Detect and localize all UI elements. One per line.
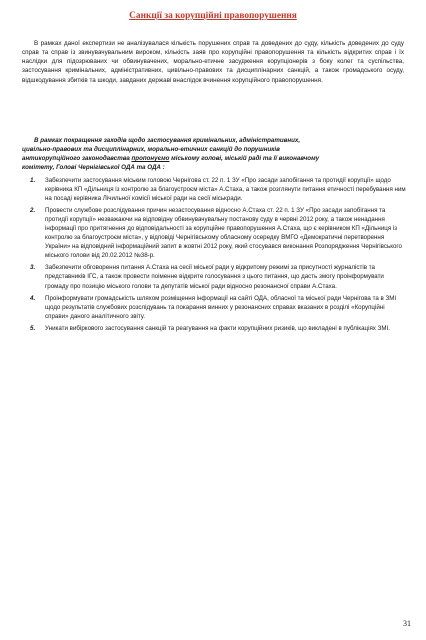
intro-paragraph bbox=[22, 39, 404, 85]
lead-propose: пропонуємо bbox=[131, 155, 170, 163]
list-item bbox=[22, 206, 406, 260]
recommendations-list bbox=[22, 176, 406, 336]
lead-line-3c: міському голові, міській раді та її виконавчому bbox=[169, 155, 320, 163]
list-item-text: Забезпечити обговорення питання А.Стаха на сесії міської ради у відкритому режимі за присутності журналістів та представників ІГС, а також провести поіменне відкрите голосування з цього питання, що дасть змогу проінформувати громаду про позицію міського голови та депутатів міської ради відносно резонансної справи А.Стаха. bbox=[45, 264, 384, 290]
lead-line-2: цивільно-правових та дисциплінарних, морально-етичних санкцій до порушників bbox=[22, 146, 280, 154]
list-item-number: 2. bbox=[30, 207, 36, 215]
recommendations-lead bbox=[22, 136, 404, 172]
lead-line-3a: антикорупційного законодавства bbox=[22, 155, 132, 163]
list-item bbox=[22, 294, 406, 321]
intro-text: В рамках даної експертизи не аналізувалася кількість порушених справ та доведених до суду, кількість доведених до суду справ та справ із звинувачувальним вироком, кількість заяв про корупційні правопорушення та кількість відкритих справ і їх наслідки для підозрюваних чи обвинувачених, морально-етичне засудження корупціонерів з боку колег та суспільства, застосування кримінальних, адміністративних, цивільно-правових та дисциплінарних санкцій, а також громадського осуду, відшкодування збитків та шкоди, завданих державі внаслідок вчинення корупційного правопорушення. bbox=[22, 40, 404, 84]
list-item-text: Уникати вибіркового застосування санкцій та реагування на факти корупційних ризиків, що викладені в публікаціях ЗМІ. bbox=[45, 324, 390, 332]
list-item-number: 4. bbox=[30, 294, 36, 302]
list-item-text: Забезпечити застосування міським головою Чернігова ст. 22 п. 1 ЗУ «Про засади запобігання та протидії корупції» щодо керівника КП «Дільниця із контролю за благоустроєм міста» А.Стаха, а також розглянути питання етичності перебування ним на посаді керівника Лічильної комісії міської ради на сесії міськради. bbox=[45, 177, 406, 203]
list-item bbox=[22, 176, 406, 203]
list-item bbox=[22, 324, 406, 333]
list-item-text: Проінформувати громадськість шляхом розміщення інформації на сайті ОДА, обласної та міської ради Чернігова та в ЗМІ щодо результатів службових розслідувань та покарання винних у резонансних справах вказаних в розділі «Корупційні справи» даного аналітичного звіту. bbox=[45, 294, 397, 320]
list-item-number: 5. bbox=[30, 324, 36, 332]
lead-line-4: комітету, Голові Чернігівської ОДА та ОДА : bbox=[22, 164, 165, 172]
lead-line-3 bbox=[22, 154, 404, 163]
list-item-number: 3. bbox=[30, 264, 36, 272]
page-number: 31 bbox=[403, 619, 411, 628]
list-item-text: Провести службове розслідування причин незастосування відносно А.Стаха ст. 22 п. 1 ЗУ «Про засади запобігання та протидії корупції» незважаючи на відповідну обвинувачувальну постанову суду в червні 2012 року, а також ненадання інформації про притягнення до відповідальності за корупційне правопорушення А.Стаха, що є керівником КП «Дільниця із контролю за благоустроєм міста», у відповіді Чернігівському обласному осередку ВМГО «Демократичні перетворення України» на відповідний інформаційний запит в жовтні 2012 року, який стосувався виконання Розпорядження Чернігівського міського голови від 20.02.2012 №38-р. bbox=[45, 207, 402, 260]
section-title: Санкції за корупційні правопорушення bbox=[129, 11, 297, 21]
lead-line-1: В рамках покращення заходів щодо застосування кримінальних, адміністративних, bbox=[34, 137, 301, 144]
list-item bbox=[22, 263, 406, 290]
list-item-number: 1. bbox=[30, 177, 36, 184]
